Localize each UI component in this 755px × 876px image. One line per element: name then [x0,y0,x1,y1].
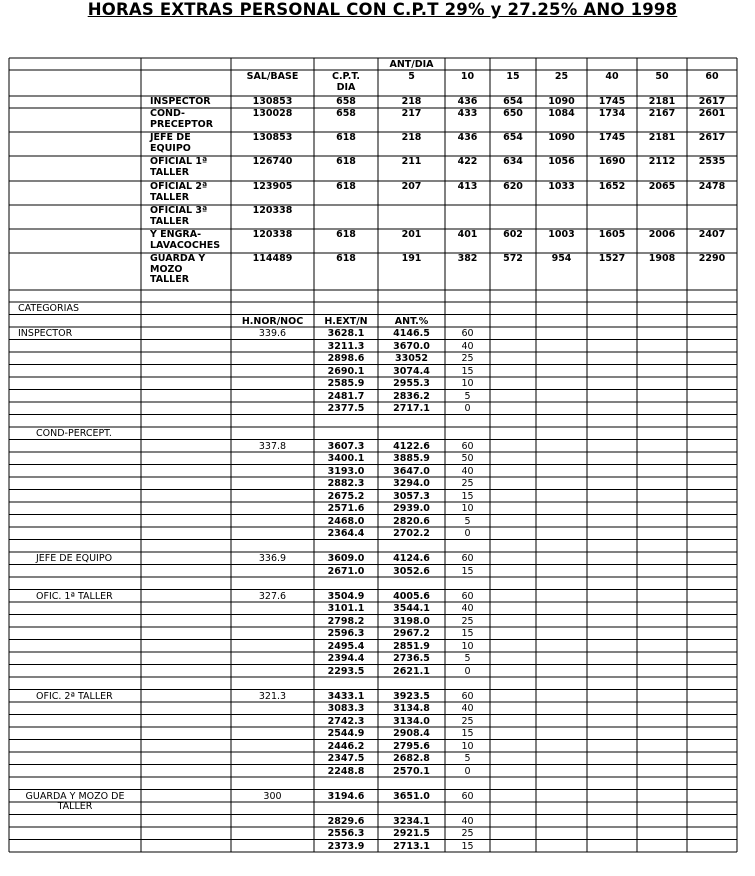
table-cell: 2290 [698,253,726,264]
row-label: GUARDA Y MOZO TALLER [150,253,206,285]
table-cell: 1908 [648,253,676,264]
hext-value: 2882.3 [327,478,365,489]
row-label: COND- PRECEPTOR [150,108,214,130]
hnor-value: 336.9 [258,553,287,564]
ant-value: 2955.3 [393,378,430,389]
table-cell: 2006 [648,229,676,240]
table-cell: 1090 [548,96,575,107]
table-cell: 382 [457,253,478,264]
hext-value: 3628.1 [327,328,365,339]
percent-value: 5 [464,390,471,402]
ant-value: 2820.6 [393,515,430,527]
table-cell: 120338 [252,229,293,240]
hext-value: 2585.9 [327,378,365,389]
hext-value: 2544.9 [327,728,365,739]
ant-value: 3544.1 [393,603,430,614]
group-name: OFIC. 2ª TALLER [36,690,113,702]
percent-value: 50 [461,453,474,464]
table-cell: 130853 [252,96,293,107]
col-header: 60 [705,71,719,82]
table-cell: 114489 [252,253,293,264]
hext-value: 2364.4 [327,528,365,539]
hext-value: 2675.2 [327,490,365,502]
col-header: 15 [506,71,520,82]
hext-value: 2248.8 [327,765,365,777]
ant-value: 4146.5 [393,328,430,339]
table-cell: 620 [503,181,523,192]
ant-value: 2717.1 [393,403,430,414]
hext-value: 2671.0 [327,565,365,577]
percent-value: 15 [461,840,474,852]
table-cell: 126740 [252,156,293,167]
hext-value: 2495.4 [327,640,365,652]
col-header: ANT.% [394,315,429,327]
hext-value: 2446.2 [327,740,365,752]
hext-value: 3101.1 [327,603,365,614]
percent-value: 60 [461,690,474,702]
table-cell: 436 [457,132,478,143]
percent-value: 0 [464,665,471,677]
ant-value: 33052 [394,353,429,364]
col-header: SAL/BASE [246,71,299,82]
hext-value: 2898.6 [327,353,365,364]
ant-value: 3885.9 [393,453,430,464]
percent-value: 25 [461,615,474,627]
table-cell: 634 [503,156,523,167]
ant-value: 3057.3 [393,490,430,502]
table-cell: 191 [401,253,422,264]
group-name: OFIC. 1ª TALLER [36,590,113,602]
table-cell: 1605 [598,229,626,240]
percent-value: 15 [461,728,474,739]
table-cell: 658 [336,108,356,119]
table-cell: 602 [503,229,523,240]
ant-value: 4005.6 [393,590,430,602]
hext-value: 2829.6 [327,815,365,827]
table-cell: 658 [336,96,356,107]
table-cell: 218 [401,96,422,107]
hext-value: 2481.7 [327,390,365,402]
col-header: 25 [554,71,569,82]
table-cell: 436 [457,96,478,107]
ant-value: 2967.2 [393,628,430,639]
col-header: 5 [408,71,415,82]
table-cell: 201 [401,229,422,240]
table-cell: 1690 [598,156,626,167]
section-label: CATEGORIAS [18,303,79,314]
percent-value: 15 [461,490,474,502]
row-label: Y ENGRA- LAVACOCHES [150,229,221,251]
page-title: HORAS EXTRAS PERSONAL CON C.P.T 29% y 27.25% ANO 1998 [87,0,678,19]
ant-value: 4124.6 [393,553,430,564]
percent-value: 5 [464,653,471,664]
ant-value: 3923.5 [393,690,430,702]
percent-value: 40 [461,603,474,614]
percent-value: 25 [461,478,474,489]
ant-value: 3074.4 [393,365,430,377]
table-cell: 2478 [698,181,726,192]
hext-value: 2377.5 [327,403,365,414]
col-header: 40 [605,71,619,82]
ant-value: 3134.8 [393,703,430,714]
table-cell: 123905 [252,181,293,192]
ant-value: 2921.5 [393,828,430,839]
hext-value: 2347.5 [327,753,365,764]
hext-value: 2742.3 [327,715,365,727]
percent-value: 0 [464,528,471,539]
percent-value: 40 [461,340,474,352]
percent-value: 25 [461,353,474,364]
ant-value: 2702.2 [393,528,430,539]
percent-value: 10 [461,378,474,389]
hext-value: 3607.3 [327,440,365,452]
percent-value: 25 [461,828,474,839]
row-label: OFICIAL 3ª TALLER [150,205,208,227]
table-cell: 130853 [252,132,293,143]
col-header: H.EXT/N [324,315,368,327]
hext-value: 3211.3 [327,340,365,352]
ant-value: 3234.1 [393,815,430,827]
percent-value: 60 [461,440,474,452]
table-cell: 2112 [648,156,676,167]
hext-value: 2394.4 [327,653,365,664]
ant-value: 2713.1 [393,840,430,852]
table-cell: 1033 [548,181,575,192]
table-cell: 2181 [648,96,676,107]
table-cell: 618 [336,132,356,143]
table-cell: 654 [503,96,523,107]
table-cell: 2065 [648,181,676,192]
hext-value: 3609.0 [327,553,365,564]
hext-value: 3400.1 [327,453,365,464]
ant-value: 4122.6 [393,440,430,452]
percent-value: 0 [464,765,471,777]
table-cell: 401 [457,229,478,240]
table-cell: 2407 [698,229,726,240]
group-name: JEFE DE EQUIPO [36,553,113,564]
ant-value: 3647.0 [393,465,430,477]
table-cell: 211 [401,156,422,167]
ant-value: 3294.0 [393,478,430,489]
hext-value: 2293.5 [327,665,365,677]
group-name: COND-PERCEPT. [36,428,112,439]
hext-value: 3193.0 [327,465,365,477]
group-name: INSPECTOR [18,328,73,339]
hext-value: 2468.0 [327,515,365,527]
table-cell: 1745 [598,132,626,143]
group-name: GUARDA Y MOZO DE TALLER [25,790,125,812]
hnor-value: 321.3 [258,690,287,702]
row-label: JEFE DE EQUIPO [150,132,191,154]
ant-value: 3670.0 [393,340,430,352]
hext-value: 3083.3 [327,703,365,714]
hnor-value: 337.8 [258,440,287,452]
percent-value: 5 [464,753,471,764]
table-cell: 433 [457,108,478,119]
hext-value: 3194.6 [327,790,365,802]
hext-value: 2571.6 [327,503,365,514]
ant-value: 2736.5 [393,653,430,664]
ant-value: 2795.6 [393,740,430,752]
ant-value: 3052.6 [393,565,430,577]
hext-value: 2798.2 [327,615,365,627]
table-cell: 1527 [598,253,626,264]
percent-value: 40 [461,703,474,714]
percent-value: 10 [461,640,474,652]
percent-value: 0 [464,403,471,414]
table-cell: 1084 [548,108,575,119]
hnor-value: 339.6 [258,328,287,339]
hext-value: 2373.9 [327,840,365,852]
percent-value: 40 [461,815,474,827]
table-cell: 2617 [698,132,726,143]
table-cell: 2617 [698,96,726,107]
table-cell: 1090 [548,132,575,143]
ant-value: 2836.2 [393,390,430,402]
col-header: C.P.T. DIA [331,71,361,93]
row-label: INSPECTOR [150,96,211,107]
table-cell: 120338 [252,205,293,216]
percent-value: 15 [461,365,474,377]
row-label: OFICIAL 2ª TALLER [150,181,208,203]
hext-value: 3504.9 [327,590,365,602]
percent-value: 60 [461,328,474,339]
percent-value: 10 [461,503,474,514]
percent-value: 5 [464,515,471,527]
table-cell: 207 [401,181,422,192]
ant-value: 2570.1 [393,765,430,777]
table-cell: 2535 [698,156,726,167]
table-cell: 650 [503,108,523,119]
table-cell: 618 [336,181,356,192]
table-cell: 130028 [252,108,293,119]
table-cell: 1056 [548,156,575,167]
table-cell: 218 [401,132,422,143]
ant-value: 3134.0 [393,715,430,727]
hext-value: 3433.1 [327,690,365,702]
col-header: 50 [655,71,669,82]
percent-value: 15 [461,628,474,639]
col-header: H.NOR/NOC [241,315,304,327]
percent-value: 40 [461,465,474,477]
hext-value: 2596.3 [327,628,365,639]
percent-value: 60 [461,553,474,564]
table-cell: 618 [336,156,356,167]
percent-value: 60 [461,790,474,802]
ant-value: 2851.9 [393,640,430,652]
table-cell: 1734 [598,108,626,119]
table-cell: 1003 [548,229,575,240]
ant-value: 2621.1 [393,665,430,677]
percent-value: 15 [461,565,474,577]
ant-value: 2939.0 [393,503,430,514]
table-cell: 217 [401,108,422,119]
table-cell: 413 [457,181,478,192]
hext-value: 2690.1 [327,365,365,377]
table-cell: 1652 [598,181,626,192]
table-cell: 2601 [698,108,726,119]
table-cell: 572 [503,253,523,264]
table-cell: 2181 [648,132,676,143]
ant-value: 3198.0 [393,615,430,627]
ant-value: 2682.8 [393,753,430,764]
ant-value: 3651.0 [393,790,430,802]
col-header: 10 [460,71,475,82]
ant-value: 2908.4 [393,728,430,739]
table-cell: 618 [336,253,356,264]
table-cell: 954 [551,253,572,264]
hext-value: 2556.3 [327,828,365,839]
percent-value: 60 [461,590,474,602]
col-header: ANT/DIA [389,59,434,70]
table-cell: 618 [336,229,356,240]
table-cell: 654 [503,132,523,143]
hnor-value: 327.6 [258,590,287,602]
hnor-value: 300 [263,790,282,802]
table-cell: 2167 [648,108,676,119]
table-cell: 1745 [598,96,626,107]
table-cell: 422 [457,156,478,167]
percent-value: 10 [461,740,474,752]
row-label: OFICIAL 1ª TALLER [150,156,208,178]
percent-value: 25 [461,715,474,727]
